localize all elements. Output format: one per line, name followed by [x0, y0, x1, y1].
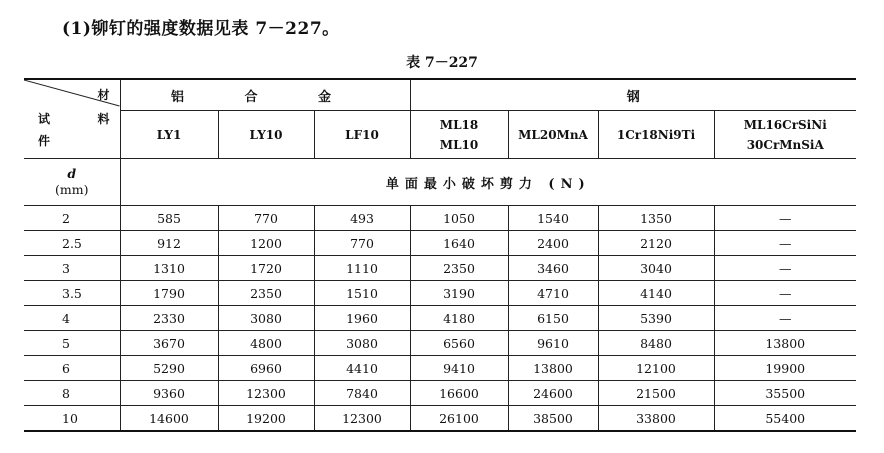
value-cell: 8480	[598, 331, 714, 356]
value-cell: 1790	[120, 281, 218, 306]
value-cell: 1350	[598, 206, 714, 231]
diameter-cell: 8	[24, 381, 120, 406]
value-cell: 1640	[410, 231, 508, 256]
value-cell: 1960	[314, 306, 410, 331]
table-row	[24, 381, 856, 406]
value-cell: 35500	[714, 381, 856, 406]
value-cell: 912	[120, 231, 218, 256]
value-cell: —	[714, 281, 856, 306]
value-cell: 4710	[508, 281, 598, 306]
value-cell: —	[714, 306, 856, 331]
value-cell: 19900	[714, 356, 856, 381]
corner-label-liao: 料	[97, 112, 110, 126]
value-cell: 38500	[508, 406, 598, 432]
value-cell: 3040	[598, 256, 714, 281]
value-cell: 5290	[120, 356, 218, 381]
value-cell: 6150	[508, 306, 598, 331]
material-ml18: ML18	[439, 117, 479, 132]
value-cell: 2120	[598, 231, 714, 256]
material-ml16crsini: ML16CrSiNi	[743, 117, 827, 132]
value-cell: 33800	[598, 406, 714, 432]
material-ly1: LY1	[120, 111, 218, 159]
diameter-cell: 2.5	[24, 231, 120, 256]
shear-force-header: 单面最小破坏剪力 (N)	[120, 159, 856, 206]
table-row	[24, 331, 856, 356]
table-row	[24, 356, 856, 381]
value-cell: 4800	[218, 331, 314, 356]
value-cell: 2330	[120, 306, 218, 331]
value-cell: 1720	[218, 256, 314, 281]
corner-label-shi: 试	[38, 112, 51, 126]
value-cell: —	[714, 256, 856, 281]
table-row	[24, 406, 856, 432]
table-body	[24, 206, 856, 432]
diameter-cell: 3	[24, 256, 120, 281]
value-cell: 12100	[598, 356, 714, 381]
value-cell: 14600	[120, 406, 218, 432]
value-cell: 493	[314, 206, 410, 231]
rivet-strength-table	[24, 78, 856, 432]
value-cell: 1050	[410, 206, 508, 231]
diameter-cell: 2	[24, 206, 120, 231]
value-cell: 9360	[120, 381, 218, 406]
value-cell: 1510	[314, 281, 410, 306]
header-row-units	[24, 159, 856, 206]
material-ml20mna: ML20MnA	[508, 111, 598, 159]
header-row-groups	[24, 79, 856, 111]
value-cell: 2350	[410, 256, 508, 281]
table-row	[24, 206, 856, 231]
material-ml18-ml10	[410, 111, 508, 159]
value-cell: 4180	[410, 306, 508, 331]
value-cell: 9410	[410, 356, 508, 381]
value-cell: 13800	[714, 331, 856, 356]
corner-label-jian: 件	[38, 134, 51, 148]
value-cell: 12300	[218, 381, 314, 406]
value-cell: 3080	[218, 306, 314, 331]
value-cell: 3190	[410, 281, 508, 306]
diameter-symbol: d	[67, 166, 77, 181]
value-cell: 5390	[598, 306, 714, 331]
steel-group-header: 钢	[410, 79, 856, 111]
value-cell: 7840	[314, 381, 410, 406]
table-row	[24, 306, 856, 331]
value-cell: —	[714, 206, 856, 231]
value-cell: 4140	[598, 281, 714, 306]
value-cell: 55400	[714, 406, 856, 432]
diameter-cell: 3.5	[24, 281, 120, 306]
value-cell: 1310	[120, 256, 218, 281]
value-cell: —	[714, 231, 856, 256]
material-ly10: LY10	[218, 111, 314, 159]
material-30crmnsia: 30CrMnSiA	[746, 137, 824, 152]
diameter-cell: 4	[24, 306, 120, 331]
value-cell: 16600	[410, 381, 508, 406]
value-cell: 1110	[314, 256, 410, 281]
corner-header-cell	[24, 79, 120, 159]
value-cell: 1540	[508, 206, 598, 231]
table-caption: 表 7－227	[406, 55, 478, 71]
diameter-header	[24, 159, 120, 206]
value-cell: 19200	[218, 406, 314, 432]
material-ml10: ML10	[439, 137, 479, 152]
header-row-materials	[24, 111, 856, 159]
aluminum-group-header: 铝 合 金	[120, 79, 410, 111]
value-cell: 13800	[508, 356, 598, 381]
value-cell: 770	[218, 206, 314, 231]
value-cell: 26100	[410, 406, 508, 432]
value-cell: 24600	[508, 381, 598, 406]
table-row	[24, 281, 856, 306]
material-1cr18ni9ti: 1Cr18Ni9Ti	[598, 111, 714, 159]
material-lf10: LF10	[314, 111, 410, 159]
table-row	[24, 231, 856, 256]
corner-label-cai: 材	[97, 88, 110, 102]
value-cell: 2400	[508, 231, 598, 256]
diameter-cell: 10	[24, 406, 120, 432]
intro-text: (1)铆钉的强度数据见表 7－227。	[62, 19, 340, 39]
value-cell: 3670	[120, 331, 218, 356]
value-cell: 12300	[314, 406, 410, 432]
diameter-cell: 6	[24, 356, 120, 381]
value-cell: 2350	[218, 281, 314, 306]
value-cell: 585	[120, 206, 218, 231]
value-cell: 1200	[218, 231, 314, 256]
value-cell: 4410	[314, 356, 410, 381]
value-cell: 770	[314, 231, 410, 256]
value-cell: 6560	[410, 331, 508, 356]
value-cell: 3080	[314, 331, 410, 356]
diameter-cell: 5	[24, 331, 120, 356]
value-cell: 6960	[218, 356, 314, 381]
value-cell: 21500	[598, 381, 714, 406]
value-cell: 3460	[508, 256, 598, 281]
value-cell: 9610	[508, 331, 598, 356]
material-ml16crsini-30crmnsia	[714, 111, 856, 159]
table-row	[24, 256, 856, 281]
diameter-unit: (mm)	[55, 182, 89, 197]
